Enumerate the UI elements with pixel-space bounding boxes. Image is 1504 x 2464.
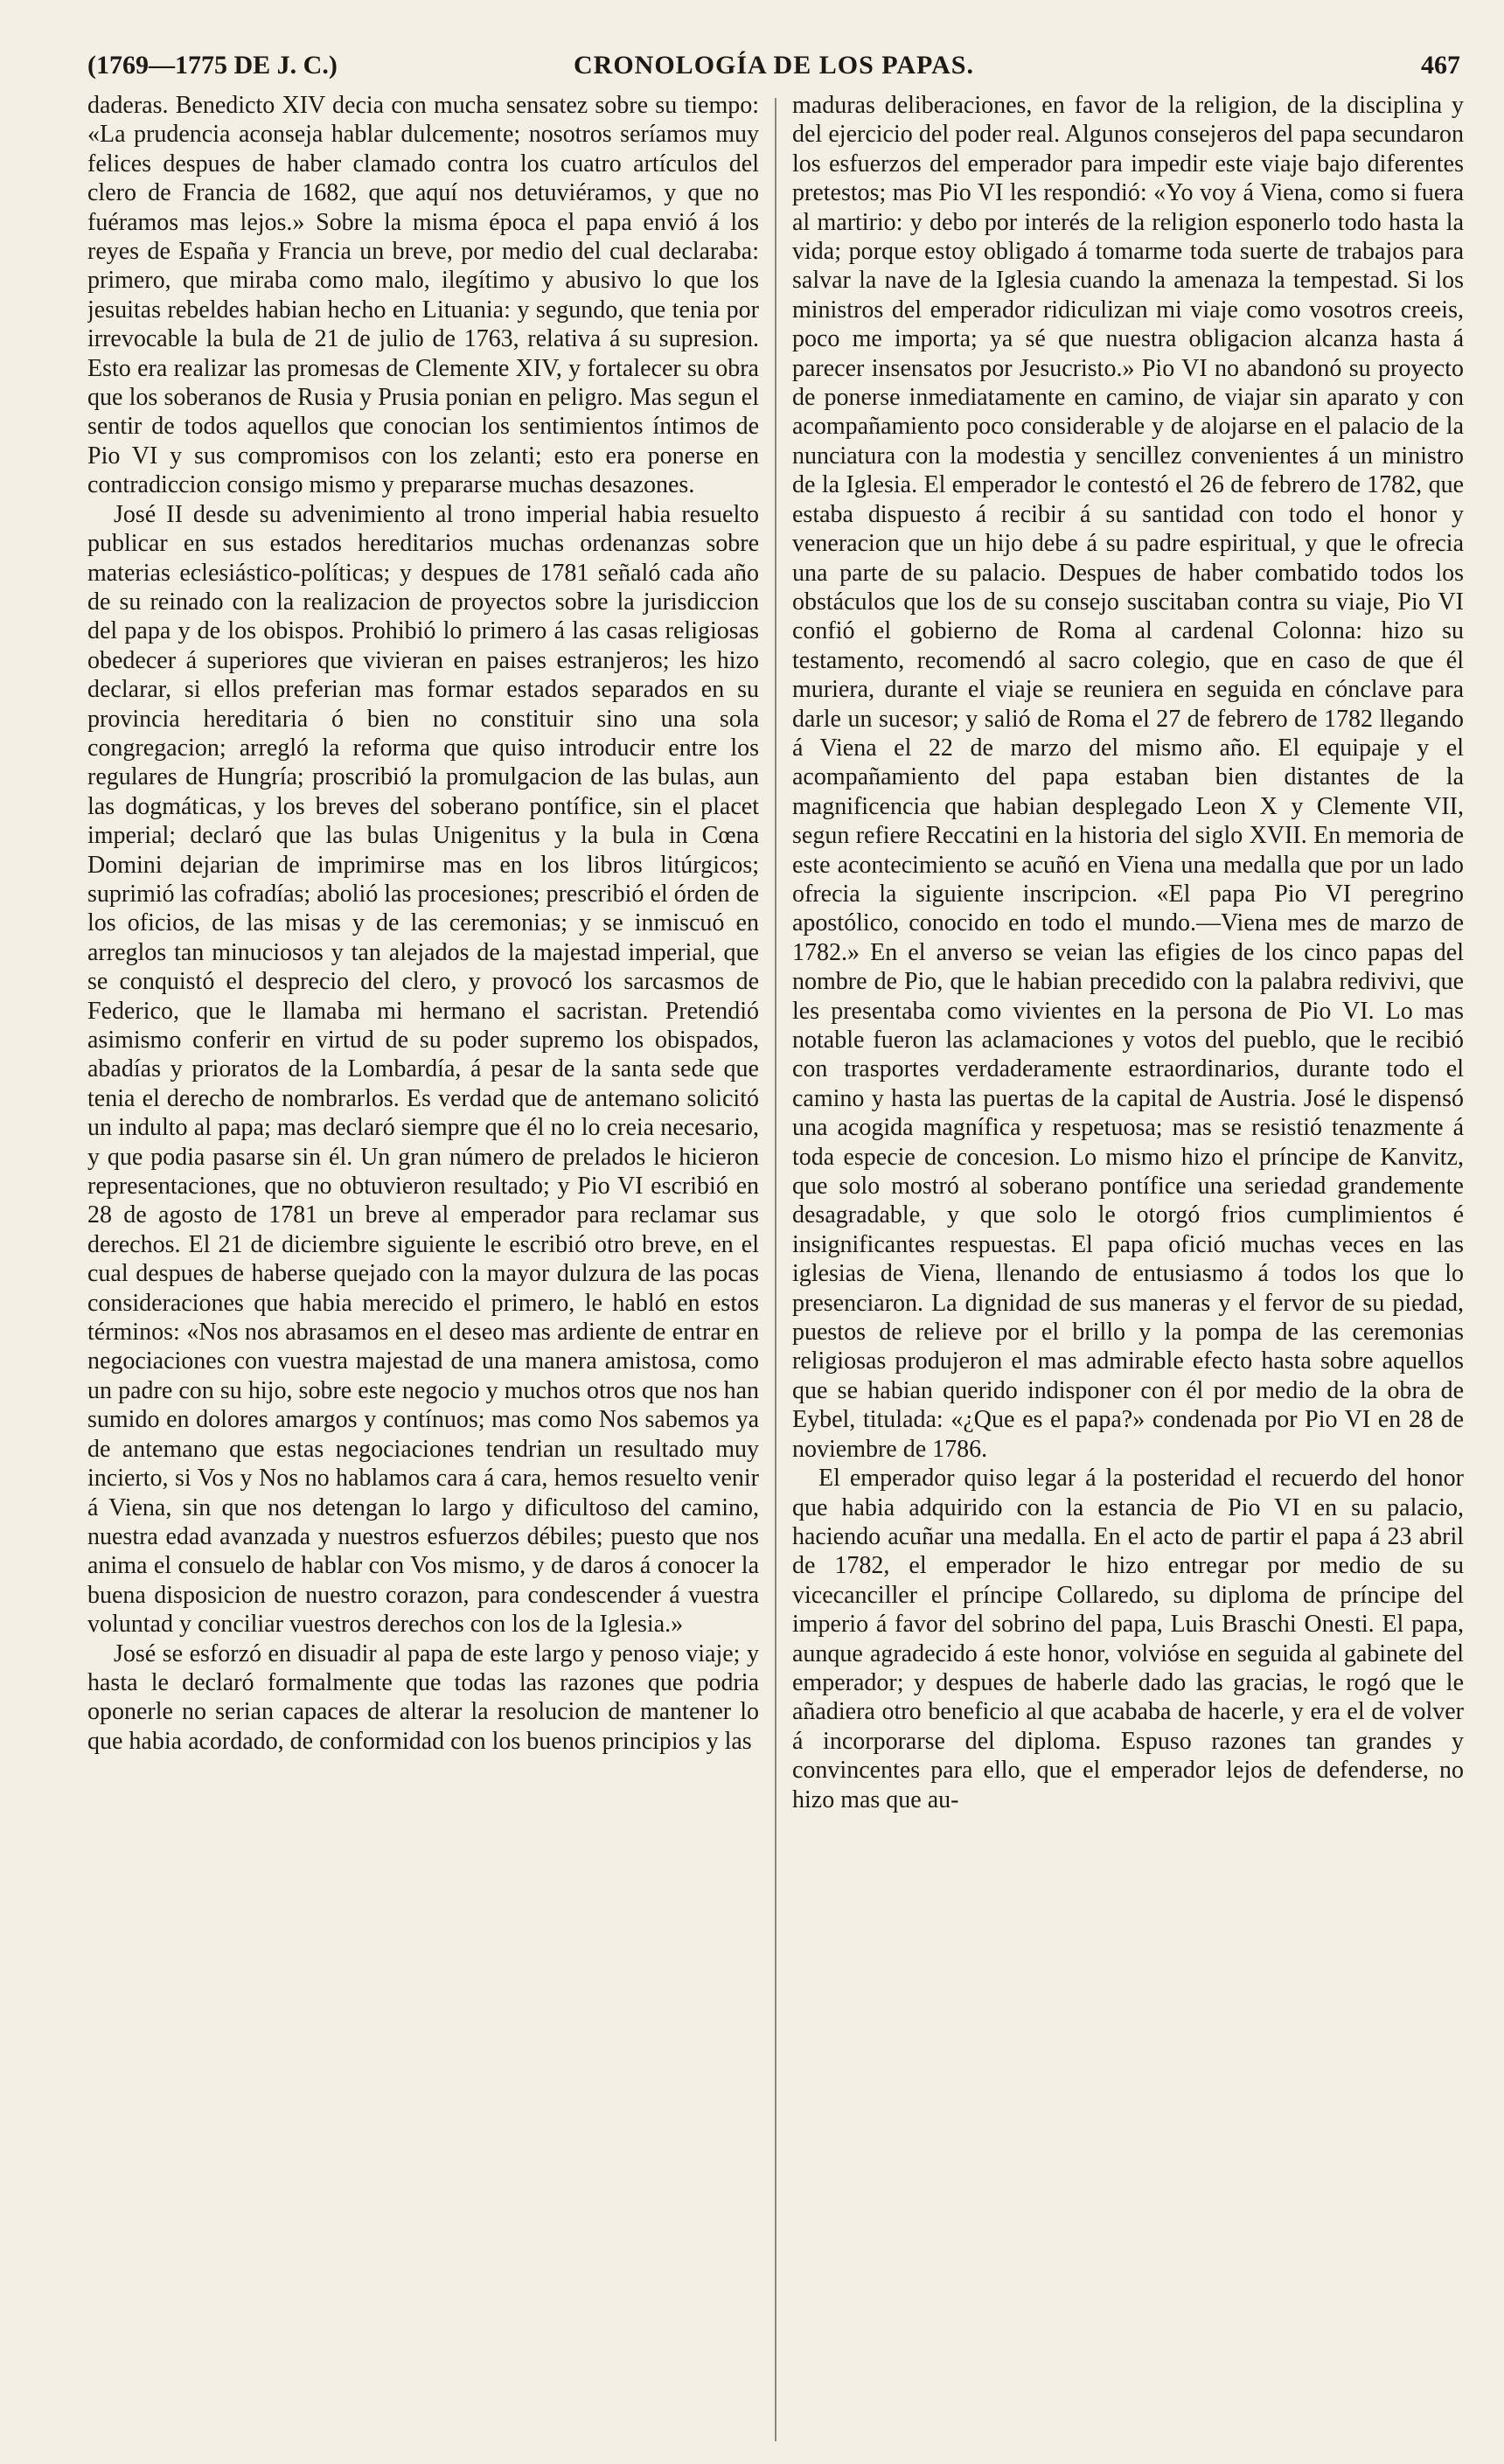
header-date-range: (1769—1775 DE J. C.) (87, 51, 338, 80)
running-header (87, 51, 1460, 89)
header-title: CRONOLOGÍA DE LOS PAPAS. (574, 51, 974, 80)
paragraph: daderas. Benedicto XIV decia con mucha sensatez sobre su tiempo: «La prudencia aconseja hablar dulcemente; nosotros seríamos muy felices despues de haber clamado contra los cuatro artículos del clero de Francia de 1682, que aquí nos detuviéramos, y que no fuéramos mas lejos.» Sobre la misma época el papa envió á los reyes de España y Francia un breve, por medio del cual declaraba: primero, que miraba como malo, ilegítimo y abusivo lo que los jesuitas rebeldes habian hecho en Lituania: y segundo, que tenia por irrevocable la bula de 21 de julio de 1763, relativa á su supresion. Esto era realizar las promesas de Clemente XIV, y fortalecer su obra que los soberanos de Rusia y Prusia ponian en peligro. Mas segun el sentir de todos aquellos que conocian los sentimientos íntimos de Pio VI y sus compromisos con los zelanti; esto era ponerse en contradiccion consigo mismo y prepararse muchas desazones. (87, 92, 759, 499)
paragraph: maduras deliberaciones, en favor de la religion, de la disciplina y del ejercicio del poder real. Algunos consejeros del papa secundaron los esfuerzos del emperador para impedir este viaje bajo diferentes pretestos; mas Pio VI les respondió: «Yo voy á Viena, como si fuera al martirio: y debo por interés de la religion esponerlo todo hasta la vida; porque estoy obligado á tomarme toda suerte de trabajos para salvar la nave de la Iglesia cuando la amenaza la tempestad. Si los ministros del emperador ridiculizan mi viaje como vosotros creeis, poco me importa; ya sé que nuestra obligacion alcanza hasta á parecer insensatos por Jesucristo.» Pio VI no abandonó su proyecto de ponerse inmediatamente en camino, de viajar sin aparato y con acompañamiento poco considerable y de alojarse en el palacio de la nunciatura con la modestia y sencillez convenientes á un ministro de la Iglesia. El emperador le contestó el 26 de febrero de 1782, que estaba dispuesto á recibir á su santidad con todo el honor y veneracion que un hijo debe á su padre espiritual, y que le ofrecia una parte de su palacio. Despues de haber combatido todos los obstáculos que los de su consejo suscitaban contra su viaje, Pio VI confió el gobierno de Roma al cardenal Colonna: hizo su testamento, recomendó al sacro colegio, que en caso de que él muriera, durante el viaje se reuniera en seguida en cónclave para darle un sucesor; y salió de Roma el 27 de febrero de 1782 llegando á Viena el 22 de marzo del mismo año. El equipaje y el acompañamiento del papa estaban bien distantes de la magnificencia que habian desplegado Leon X y Clemente VII, segun refiere Reccatini en la historia del siglo XVII. En memoria de este acontecimiento se acuñó en Viena una medalla que por un lado ofrecia la siguiente inscripcion. «El papa Pio VI peregrino apostólico, conocido en todo el mundo.—Viena mes de marzo de 1782.» En el anverso se veian las efigies de los cinco papas del nombre de Pio, que le habian precedido con la palabra redivivi, que les presentaba como vivientes en la persona de Pio VI. Lo mas notable fueron las aclamaciones y votos del pueblo, que le recibió con trasportes verdaderamente estraordinarios, durante todo el camino y hasta las puertas de la capital de Austria. José le dispensó una acogida magnífica y respetuosa; mas se resistió tenazmente á toda especie de concesion. Lo mismo hizo el príncipe de Kanvitz, que solo mostró al soberano pontífice una seriedad grandemente desagradable, y que solo le otorgó frios cumplimientos é insignificantes respuestas. El papa ofició muchas veces en las iglesias de Viena, llenando de entusiasmo á todos los que lo presenciaron. La dignidad de sus maneras y el fervor de su piedad, puestos de relieve por el brillo y la pompa de las ceremonias religiosas produjeron el mas admirable efecto hasta sobre aquellos que se habian querido indisponer con él por medio de la obra de Eybel, titulada: «¿Que es el papa?» condenada por Pio VI en 28 de noviembre de 1786. (792, 92, 1464, 1463)
paragraph: José II desde su advenimiento al trono imperial habia resuelto publicar en sus estados hereditarios muchas ordenanzas sobre materias eclesiástico-políticas; y despues de 1781 señaló cada año de su reinado con la realizacion de proyectos sobre la jurisdiccion del papa y de los obispos. Prohibió lo primero á las casas religiosas obedecer á superiores que vivieran en paises estranjeros; les hizo declarar, si ellos preferian mas formar estados separados en su provincia hereditaria ó bien no constituir sino una sola congregacion; arregló la reforma que quiso introducir entre los regulares de Hungría; proscribió la promulgacion de las bulas, aun las dogmáticas, y los breves del soberano pontífice, sin el placet imperial; declaró que las bulas Unigenitus y la bula in Cœna Domini dejarian de imprimirse mas en los libros litúrgicos; suprimió las cofradías; abolió las procesiones; prescribió el órden de los oficios, de las misas y de las ceremonias; y se inmiscuó en arreglos tan minuciosos y tan alejados de la majestad imperial, que se conquistó el desprecio del clero, y provocó los sarcasmos de Federico, que le llamaba mi hermano el sacristan. Pretendió asimismo conferir en virtud de su poder supremo los obispados, abadías y prioratos de la Lombardía, á pesar de la santa sede que tenia el derecho de nombrarlos. Es verdad que de antemano solicitó un indulto al papa; mas declaró siempre que él no lo creia necesario, y que podia pasarse sin él. Un gran número de prelados le hicieron representaciones, que no obtuvieron resultado; y Pio VI escribió en 28 de agosto de 1781 un breve al emperador para reclamar sus derechos. El 21 de diciembre siguiente le escribió otro breve, en el cual despues de haberse quejado con la mayor dulzura de las pocas consideraciones que habia merecido el primero, le habló en estos términos: «Nos nos abrasamos en el deseo mas ardiente de entrar en negociaciones con vuestra majestad de una manera amistosa, como un padre con su hijo, sobre este negocio y muchos otros que nos han sumido en dolores amargos y contínuos; mas como Nos sabemos ya de antemano que estas negociaciones tendrian un resultado muy incierto, si Vos y Nos no hablamos cara á cara, hemos resuelto venir á Viena, sin que nos detengan lo largo y dificultoso del camino, nuestra edad avanzada y nuestros esfuerzos débiles; puesto que nos anima el consuelo de hablar con Vos mismo, y de daros á conocer la buena disposicion de nuestro corazon, para condescender á vuestra voluntad y conciliar vuestros derechos con los de la Iglesia.» (87, 500, 759, 1639)
right-column (792, 91, 1464, 2443)
page-number: 467 (1421, 51, 1460, 80)
left-column (87, 91, 759, 2443)
column-divider (775, 98, 776, 2441)
paragraph: El emperador quiso legar á la posteridad el recuerdo del honor que habia adquirido con la estancia de Pio VI en su palacio, haciendo acuñar una medalla. En el acto de partir el papa á 23 abril de 1782, el emperador le hizo entregar por medio de su vicecanciller el príncipe Collaredo, su diploma de príncipe del imperio á favor del sobrino del papa, Luis Braschi Onesti. El papa, aunque agradecido á este honor, volvióse en seguida al gabinete del emperador; y despues de haberle dado las gracias, le rogó que le añadiera otro beneficio al que acababa de hacerle, y era el de volver á incorporarse del diploma. Espuso razones tan grandes y convincentes para ello, que el emperador lejos de defenderse, no hizo mas que au- (792, 1465, 1464, 1813)
paragraph: José se esforzó en disuadir al papa de este largo y penoso viaje; y hasta le declaró formalmente que todas las razones que podria oponerle no serian capaces de alterar la resolucion de mantener lo que habia acordado, de conformidad con los buenos principios y las (87, 1639, 759, 1755)
